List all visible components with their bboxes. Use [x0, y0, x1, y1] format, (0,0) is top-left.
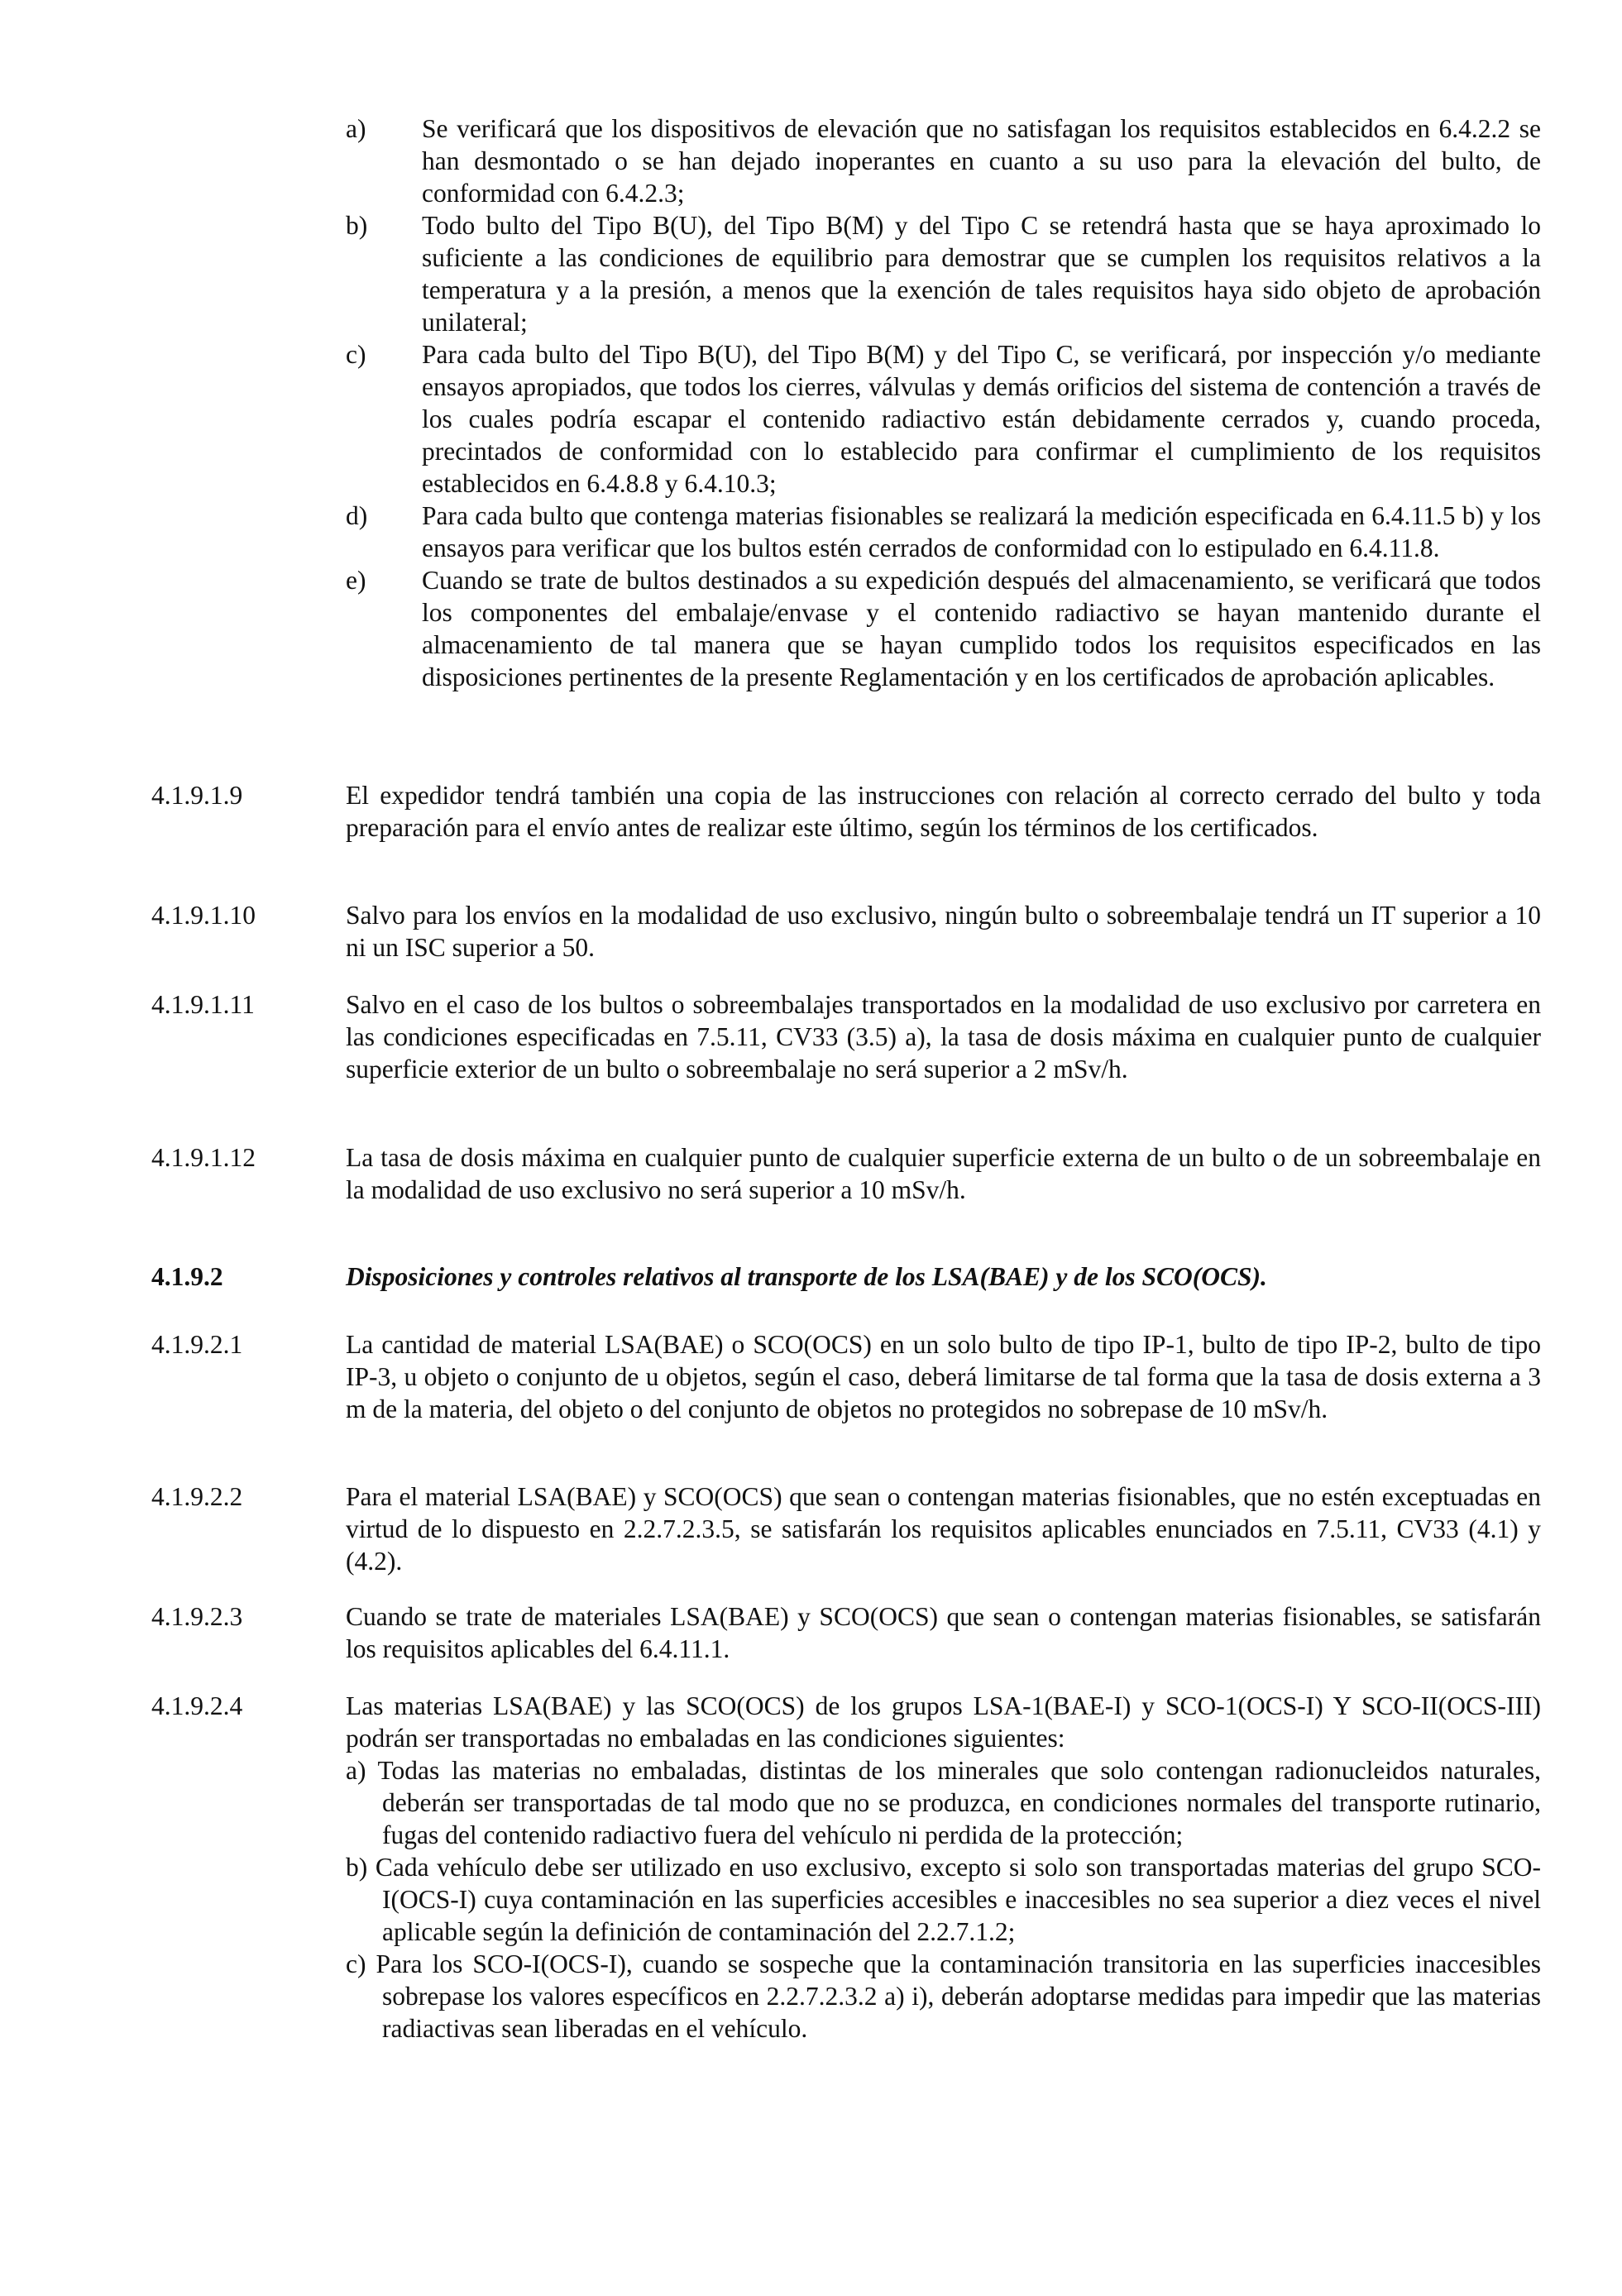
- section-heading: [151, 1260, 1541, 1293]
- list-item-text: Cada vehículo debe ser utilizado en uso exclusivo, excepto si solo son transportadas materias del grupo SCO-I(OCS-I) cuya contaminación en las superficies accesibles e inaccesibles no sea superior a diez veces el nivel aplicable según la definición de contaminación del 2.2.7.1.2;: [375, 1853, 1542, 1946]
- list-item-text: Todas las materias no embaladas, distintas de los minerales que solo contengan radionucleidos naturales, deberán ser transportadas de tal modo que no se produzca, en condiciones normales del transporte rutinario, fugas del contenido radiactivo fuera del vehículo ni perdida de la protección;: [377, 1756, 1541, 1849]
- section-number: 4.1.9.2: [151, 1262, 223, 1291]
- paragraph-text: Para el material LSA(BAE) y SCO(OCS) que sean o contengan materias fisionables, que no estén exceptuadas en virtud de lo dispuesto en 2.2.7.2.3.5, se satisfarán los requisitos aplicables enunciados en 7.5.11, CV33 (4.1) y (4.2).: [346, 1482, 1541, 1576]
- paragraph-number: 4.1.9.1.12: [151, 1143, 256, 1172]
- list-item-text: Para los SCO-I(OCS-I), cuando se sospeche que la contaminación transitoria en las superficies inaccesibles sobrepase los valores específicos en 2.2.7.2.3.2 a) i), deberán adoptarse medidas para impedir que las materias radiactivas sean liberadas en el vehículo.: [376, 1949, 1541, 2043]
- paragraph-text: Cuando se trate de materiales LSA(BAE) y SCO(OCS) que sean o contengan materias fisionables, se satisfarán los requisitos aplicables del 6.4.11.1.: [346, 1602, 1541, 1663]
- list-marker: e): [346, 566, 366, 595]
- verification-list: [346, 112, 1541, 693]
- paragraph-text: Salvo en el caso de los bultos o sobreembalajes transportados en la modalidad de uso exclusivo por carretera en las condiciones especificadas en 7.5.11, CV33 (3.5) a), la tasa de dosis máxima en cualquier punto de cualquier superficie exterior de un bulto o sobreembalaje no será superior a 2 mSv/h.: [346, 990, 1541, 1083]
- paragraph-4-1-9-1-11: [151, 988, 1541, 1085]
- paragraph-4-1-9-2-2: [151, 1480, 1541, 1577]
- paragraph-4-1-9-2-1: [151, 1328, 1541, 1425]
- list-item: [346, 1948, 1541, 2045]
- paragraph-number: 4.1.9.1.10: [151, 901, 256, 930]
- paragraph-text: El expedidor tendrá también una copia de las instrucciones con relación al correcto cerrado del bulto y toda preparación para el envío antes de realizar este último, según los términos de los certificados.: [346, 781, 1541, 842]
- list-marker: c): [346, 340, 366, 369]
- paragraph-4-1-9-1-9: [151, 779, 1541, 844]
- list-item-text: Para cada bulto que contenga materias fisionables se realizará la medición especificada en 6.4.11.5 b) y los ensayos para verificar que los bultos estén cerrados de conformidad con lo estipulado en 6.4.11.8.: [422, 501, 1541, 562]
- list-item: [346, 1851, 1541, 1948]
- list-marker: b): [346, 1853, 368, 1882]
- paragraph-number: 4.1.9.1.9: [151, 781, 243, 810]
- list-marker: c): [346, 1949, 366, 1978]
- list-item-text: Para cada bulto del Tipo B(U), del Tipo B(M) y del Tipo C, se verificará, por inspección y/o mediante ensayos apropiados, que todos los cierres, válvulas y demás orificios del sistema de contención a través de los cuales podría escapar el contenido radiactivo están debidamente cerrados y, cuando proceda, precintados de conformidad con lo establecido para confirmar el cumplimiento de los requisitos establecidos en 6.4.8.8 y 6.4.10.3;: [422, 340, 1541, 498]
- paragraph-number: 4.1.9.1.11: [151, 990, 255, 1019]
- list-item: [346, 338, 1541, 500]
- paragraph-number: 4.1.9.2.3: [151, 1602, 243, 1631]
- list-item-text: Todo bulto del Tipo B(U), del Tipo B(M) y del Tipo C se retendrá hasta que se haya aproximado lo suficiente a las condiciones de equilibrio para demostrar que se cumplen los requisitos relativos a la temperatura y a la presión, a menos que la exención de tales requisitos haya sido objeto de aprobación unilateral;: [422, 211, 1541, 337]
- paragraph-4-1-9-2-4: [151, 1690, 1541, 2045]
- paragraph-number: 4.1.9.2.1: [151, 1330, 243, 1359]
- list-marker: a): [346, 114, 366, 143]
- paragraph-text: La cantidad de material LSA(BAE) o SCO(OCS) en un solo bulto de tipo IP-1, bulto de tipo IP-2, bulto de tipo IP-3, u objeto o conjunto de u objetos, según el caso, deberá limitarse de tal forma que la tasa de dosis externa a 3 m de la materia, del objeto o del conjunto de objetos no protegidos no sobrepase de 10 mSv/h.: [346, 1330, 1541, 1423]
- paragraph-4-1-9-1-10: [151, 899, 1541, 964]
- list-item-text: Se verificará que los dispositivos de elevación que no satisfagan los requisitos establecidos en 6.4.2.2 se han desmontado o se han dejado inoperantes en cuanto a su uso para la elevación del bulto, de conformidad con 6.4.2.3;: [422, 114, 1541, 208]
- list-item: [346, 209, 1541, 338]
- paragraph-4-1-9-1-12: [151, 1141, 1541, 1206]
- paragraph-number: 4.1.9.2.4: [151, 1691, 243, 1720]
- paragraph-text: Salvo para los envíos en la modalidad de uso exclusivo, ningún bulto o sobreembalaje tendrá un IT superior a 10 ni un ISC superior a 50.: [346, 901, 1541, 962]
- paragraph-number: 4.1.9.2.2: [151, 1482, 243, 1511]
- list-marker: a): [346, 1756, 366, 1785]
- list-marker: d): [346, 501, 368, 530]
- list-item: [346, 112, 1541, 209]
- list-marker: b): [346, 211, 368, 240]
- paragraph-text: Las materias LSA(BAE) y las SCO(OCS) de los grupos LSA-1(BAE-I) y SCO-1(OCS-I) Y SCO-II(OCS-III) podrán ser transportadas no embaladas en las condiciones siguientes:: [346, 1691, 1541, 1753]
- paragraph-4-1-9-2-3: [151, 1600, 1541, 1665]
- section-title: Disposiciones y controles relativos al transporte de los LSA(BAE) y de los SCO(OCS).: [346, 1262, 1267, 1291]
- list-item: [346, 500, 1541, 564]
- conditions-list: [346, 1754, 1541, 2045]
- paragraph-text: La tasa de dosis máxima en cualquier punto de cualquier superficie externa de un bulto o de un sobreembalaje en la modalidad de uso exclusivo no será superior a 10 mSv/h.: [346, 1143, 1541, 1204]
- list-item-text: Cuando se trate de bultos destinados a su expedición después del almacenamiento, se verificará que todos los componentes del embalaje/envase y el contenido radiactivo se hayan mantenido durante el almacenamiento de tal manera que se hayan cumplido todos los requisitos especificados en las disposiciones pertinentes de la presente Reglamentación y en los certificados de aprobación aplicables.: [422, 566, 1541, 691]
- list-item: [346, 1754, 1541, 1851]
- paragraph-body: [346, 1690, 1541, 2045]
- list-item: [346, 564, 1541, 693]
